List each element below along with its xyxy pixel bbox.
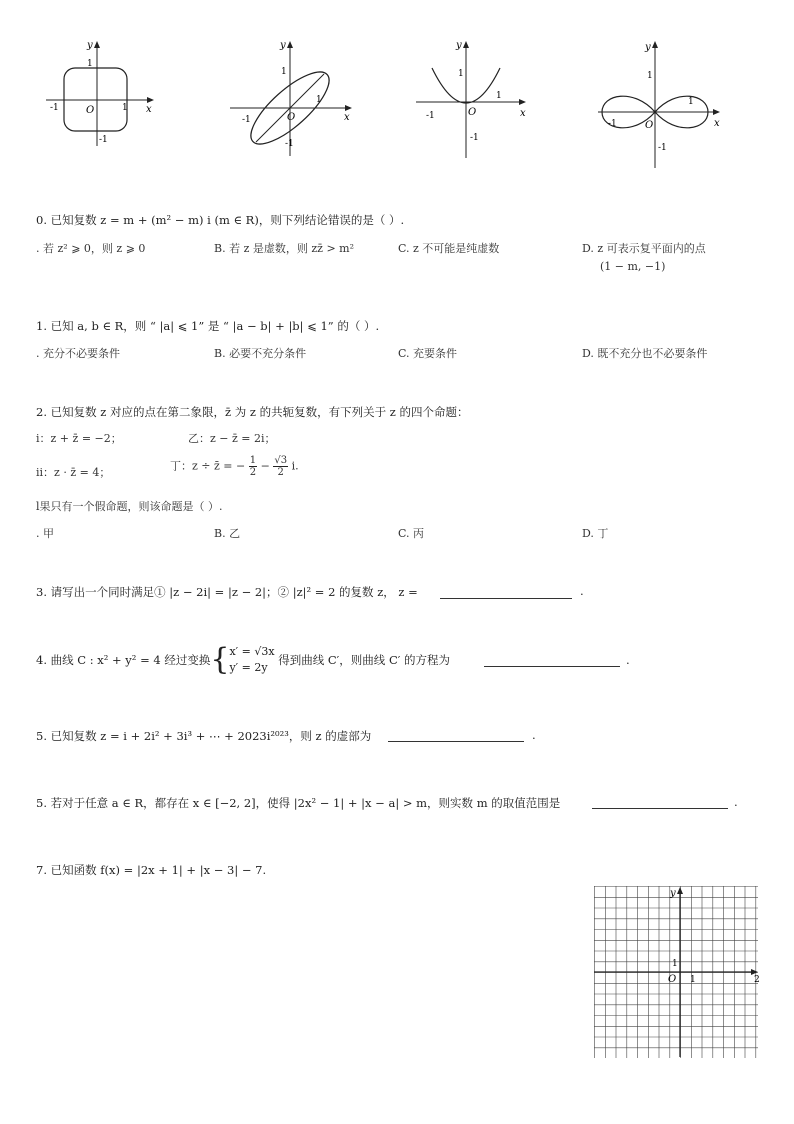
q14-eq2: y′ = 2y xyxy=(229,661,268,674)
coordinate-grid xyxy=(594,886,760,1058)
ding-prefix: 丁：z ÷ z̄ = − xyxy=(170,459,246,473)
q11-option-c: C. 充要条件 xyxy=(398,347,458,360)
q14-stem xyxy=(36,644,450,676)
q12-option-a: . 甲 xyxy=(36,527,54,540)
grid-label-one-y: 1 xyxy=(672,959,678,969)
q17-stem: 7. 已知函数 f(x) = |2x + 1| + |x − 3| − 7. xyxy=(36,863,267,877)
grid-label-origin: O xyxy=(668,974,677,985)
q16-end: . xyxy=(734,795,738,809)
q11-option-d: D. 既不充分也不必要条件 xyxy=(582,347,708,360)
ding-minus: − xyxy=(260,459,270,473)
graph-parabola xyxy=(414,38,534,160)
q15-stem: 5. 已知复数 z = i + 2i² + 3i³ + ⋯ + 2023i²⁰²³，则 z 的虚部为 xyxy=(36,729,372,743)
graph-ellipse-line xyxy=(228,38,358,158)
frac-num: √3 xyxy=(274,455,288,466)
q16-answer-blank[interactable] xyxy=(592,808,728,809)
x-arrow xyxy=(147,97,154,103)
q14-end: . xyxy=(626,653,630,667)
q11-option-a: . 充分不必要条件 xyxy=(36,347,120,360)
label-neg-y: -1 xyxy=(470,133,479,143)
q11-stem: 1. 已知 a, b ∈ R，则 “ |a| ⩽ 1” 是 “ |a − b| + |b| ⩽ 1” 的（ ）. xyxy=(36,319,380,333)
fraction-one-half xyxy=(249,455,257,478)
label-y: y xyxy=(456,40,462,51)
label-origin: O xyxy=(287,112,296,123)
q16-stem: 5. 若对于任意 a ∈ R，都存在 x ∈ [−2, 2]，使得 |2x² − 1| + |x − a| > m，则实数 m 的取值范围是 xyxy=(36,796,561,810)
grid-label-one-x: 1 xyxy=(690,975,696,985)
label-one-x: 1 xyxy=(688,97,694,107)
q15-answer-blank[interactable] xyxy=(388,741,524,742)
q12-proposition-bing: ⅱ：z · z̄ = 4； xyxy=(36,466,111,479)
brace-icon: { xyxy=(210,642,230,677)
q10-option-d: D. z 可表示复平面内的点 xyxy=(582,242,706,255)
q10-option-a: . 若 z² ⩾ 0，则 z ⩾ 0 xyxy=(36,242,146,255)
label-neg-x: -1 xyxy=(50,103,59,113)
q12-option-b: B. 乙 xyxy=(214,527,241,540)
q11-option-b: B. 必要不充分条件 xyxy=(214,347,307,360)
label-x: x xyxy=(714,118,720,129)
q12-option-c: C. 丙 xyxy=(398,527,425,540)
label-neg-y: -1 xyxy=(99,135,108,145)
x-arrow xyxy=(345,105,352,111)
q10-option-b: B. 若 z 是虚数，则 zz̄ > m² xyxy=(214,242,355,255)
fraction-sqrt3-half xyxy=(273,455,288,478)
label-one-y: 1 xyxy=(281,67,287,77)
frac-den: 2 xyxy=(249,467,257,478)
label-neg-y: -1 xyxy=(658,143,667,153)
grid-label-x-edge: 2 xyxy=(754,975,760,985)
y-arrow xyxy=(94,41,100,48)
label-neg-x: -1 xyxy=(426,111,435,121)
q12-proposition-ding xyxy=(170,455,299,478)
graph-rounded-square xyxy=(42,38,162,148)
q14-eq1: x′ = √3x xyxy=(229,645,275,658)
label-one-y: 1 xyxy=(87,59,93,69)
label-one-x: 1 xyxy=(316,95,322,105)
q14-prefix: 4. 曲线 C : x² + y² = 4 经过变换 xyxy=(36,653,211,667)
q12-stem: 2. 已知复数 z 对应的点在第二象限，z̄ 为 z 的共轭复数，有下列关于 z 的四个命题： xyxy=(36,405,469,419)
y-arrow xyxy=(287,41,293,48)
q12-condition: l果只有一个假命题，则该命题是（ ）. xyxy=(36,500,223,513)
x-arrow xyxy=(519,99,526,105)
label-neg-y: -1 xyxy=(285,139,294,149)
q13-answer-blank[interactable] xyxy=(440,598,572,599)
label-neg-x: -1 xyxy=(242,115,251,125)
q12-option-d: D. 丁 xyxy=(582,527,609,540)
label-y: y xyxy=(645,42,651,53)
label-x: x xyxy=(520,108,526,119)
q10-option-d-point: (1 − m, −1) xyxy=(600,260,666,273)
label-x: x xyxy=(344,112,350,123)
y-arrow xyxy=(463,41,469,48)
q15-end: . xyxy=(532,728,536,742)
q12-proposition-jia: ⅰ：z + z̄ = −2； xyxy=(36,432,122,445)
label-origin: O xyxy=(468,107,477,118)
graph-lemniscate xyxy=(596,38,726,170)
ding-suffix: i. xyxy=(291,459,299,473)
q12-proposition-yi: 乙：z − z̄ = 2i； xyxy=(188,432,276,445)
label-y: y xyxy=(280,40,286,51)
q10-option-c: C. z 不可能是纯虚数 xyxy=(398,242,500,255)
label-one-y: 1 xyxy=(458,69,464,79)
y-arrow xyxy=(652,41,658,48)
grid-label-y: y xyxy=(670,888,676,899)
q10-stem: 0. 已知复数 z = m + (m² − m) i (m ∈ R)，则下列结论错误的是（ ）. xyxy=(36,213,405,227)
label-x: x xyxy=(146,104,152,115)
q14-answer-blank[interactable] xyxy=(484,666,620,667)
frac-num: 1 xyxy=(249,455,257,466)
label-neg-x: -1 xyxy=(608,119,617,129)
q13-stem: 3. 请写出一个同时满足① |z − 2i| = |z − 2|；② |z|² = 2 的复数 z， z = xyxy=(36,585,418,599)
q14-post: 得到曲线 C′，则曲线 C′ 的方程为 xyxy=(278,653,451,667)
label-one-y: 1 xyxy=(647,71,653,81)
frac-den: 2 xyxy=(277,467,284,478)
label-origin: O xyxy=(86,105,95,116)
q13-end: . xyxy=(580,584,584,598)
label-origin: O xyxy=(645,120,654,131)
label-one-x: 1 xyxy=(496,91,502,101)
label-one-x: 1 xyxy=(122,103,128,113)
x-arrow xyxy=(713,109,720,115)
label-y: y xyxy=(87,40,93,51)
grid-y-arrow xyxy=(677,887,683,894)
q14-transform-system xyxy=(229,644,274,676)
